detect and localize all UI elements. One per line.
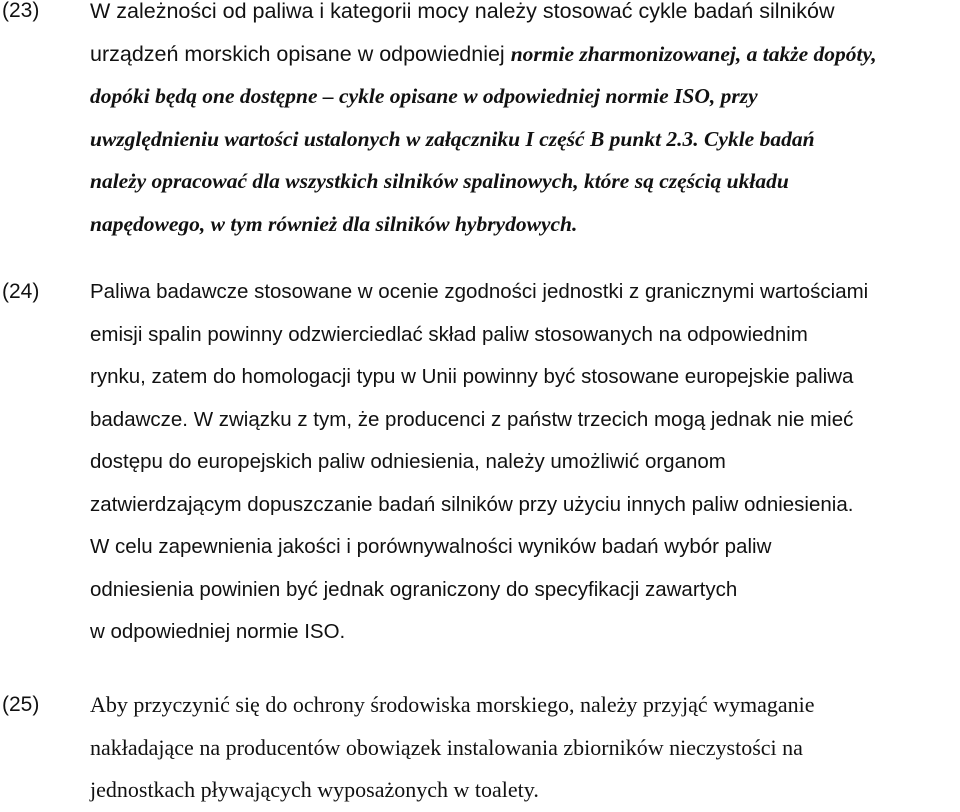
text-line (90, 0, 960, 33)
text-span: W zależności od paliwa i kategorii mocy należy stosować cykle badań silników (90, 0, 835, 23)
emphasis-span: dopóki będą one dostępne – cykle opisane w odpowiedniej normie ISO, przy (90, 84, 758, 108)
emphasis-span: uwzględnieniu wartości ustalonych w załączniku I część B punkt 2.3. Cykle badań (90, 126, 815, 151)
recital-text (90, 684, 960, 812)
text-line: badawcze. W związku z tym, że producenci z państw trzecich mogą jednak nie mieć (90, 407, 854, 431)
recital-text (90, 271, 960, 654)
text-line (90, 160, 960, 203)
text-line: nakładające na producentów obowiązek instalowania zbiorników nieczystości na (90, 734, 803, 760)
emphasis-span: normie zharmonizowanej, a także dopóty, (510, 41, 877, 66)
text-line: dostępu do europejskich paliw odniesienia, należy umożliwić organom (90, 450, 726, 473)
text-line: zatwierdzającym dopuszczanie badań silników przy użyciu innych paliw odniesienia. (90, 492, 854, 516)
text-line: emisji spalin powinny odzwierciedlać skład paliw stosowanych na odpowiednim (90, 322, 808, 346)
recital-number: (25) (2, 693, 40, 716)
text-line: W celu zapewnienia jakości i porównywalności wyników badań wybór paliw (90, 535, 772, 558)
emphasis-span: napędowego, w tym również dla silników hybrydowych. (90, 211, 578, 236)
text-line (90, 75, 960, 118)
text-line: odniesienia powinien być jednak ograniczony do specyfikacji zawartych (90, 577, 738, 601)
recital-number: (23) (2, 0, 40, 22)
text-span: urządzeń morskich opisane w odpowiedniej (90, 41, 511, 66)
recital-number: (24) (2, 280, 40, 303)
text-line (90, 203, 960, 246)
text-line: rynku, zatem do homologacji typu w Unii powinny być stosowane europejskie paliwa (90, 365, 854, 388)
text-line (90, 118, 960, 161)
text-line: w odpowiedniej normie ISO. (90, 620, 346, 643)
recital-text (90, 0, 960, 245)
emphasis-span: należy opracować dla wszystkich silników spalinowych, które są częścią układu (90, 169, 789, 193)
text-line (90, 33, 960, 76)
text-line: Paliwa badawcze stosowane w ocenie zgodności jednostki z granicznymi wartościami (90, 280, 869, 303)
text-line: jednostkach pływających wyposażonych w toalety. (90, 777, 539, 802)
text-line: Aby przyczynić się do ochrony środowiska morskiego, należy przyjąć wymaganie (90, 692, 815, 717)
